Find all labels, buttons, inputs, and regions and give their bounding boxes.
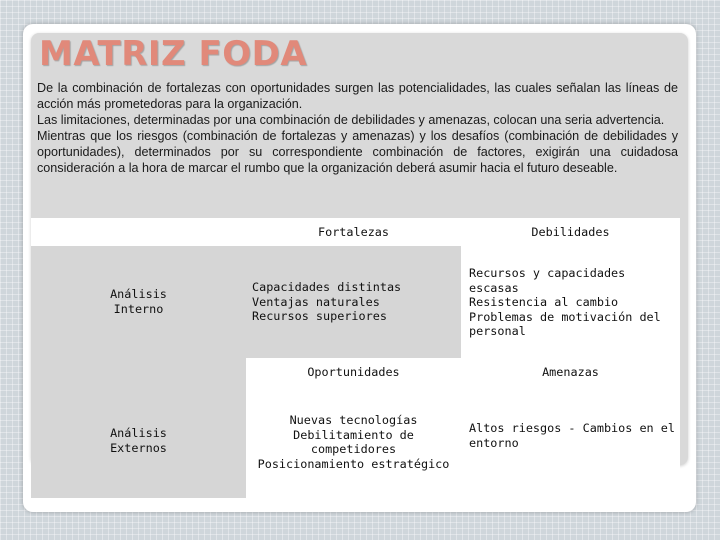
row-label-line: Análisis	[110, 287, 167, 301]
list-item: Resistencia al cambio	[469, 295, 619, 309]
intro-paragraph: Mientras que los riesgos (combinación de fortalezas y amenazas) y los desafíos (combinación de debilidades y oportunidades), determinados por su correspondiente combinación de factores, exigirán una cuidadosa consideración a la hora de marcar el rumbo que la organización deberá asumir hacia el futuro deseable.	[37, 129, 678, 175]
list-item: personal	[469, 324, 526, 338]
row-label-line: Análisis	[110, 426, 167, 440]
list-item: Problemas de motivación del	[469, 309, 661, 324]
list-item: Debilitamiento de	[293, 427, 414, 442]
intro-text	[37, 80, 678, 176]
list-item: Ventajas naturales	[252, 294, 380, 309]
list-item: Nuevas tecnologías	[289, 413, 418, 427]
list-item: Recursos y capacidades	[469, 266, 626, 280]
intro-paragraph: Las limitaciones, determinadas por una combinación de debilidades y amenazas, colocan una seria advertencia.	[37, 113, 665, 127]
row-label-column	[31, 246, 246, 498]
foda-matrix	[31, 218, 680, 498]
list-item: Altos riesgos - Cambios en el	[469, 421, 675, 435]
list-item: competidores	[310, 442, 397, 456]
list-item: Posicionamiento estratégico	[257, 456, 450, 471]
row-label-interno	[31, 287, 246, 317]
matrix-corner	[31, 218, 246, 246]
amenazas-list	[469, 421, 675, 450]
row-label-externos	[31, 426, 246, 456]
header-amenazas: Amenazas	[542, 365, 599, 379]
header-debilidades: Debilidades	[531, 225, 610, 239]
row-label-line: Externos	[110, 441, 167, 455]
header-fortalezas: Fortalezas	[317, 225, 390, 239]
intro-paragraph: De la combinación de fortalezas con oportunidades surgen las potencialidades, las cuales señalan las líneas de acción más prometedoras para la organización.	[37, 81, 678, 111]
oportunidades-list	[246, 413, 461, 471]
slide-title: MATRIZ FODA	[39, 34, 308, 74]
list-item: escasas	[469, 280, 519, 295]
fortalezas-list	[252, 280, 401, 324]
debilidades-list	[469, 266, 661, 339]
row-label-line: Interno	[113, 302, 164, 316]
list-item: Recursos superiores	[252, 309, 387, 323]
list-item: entorno	[469, 435, 519, 450]
list-item: Capacidades distintas	[252, 280, 402, 294]
header-oportunidades: Oportunidades	[307, 365, 400, 379]
